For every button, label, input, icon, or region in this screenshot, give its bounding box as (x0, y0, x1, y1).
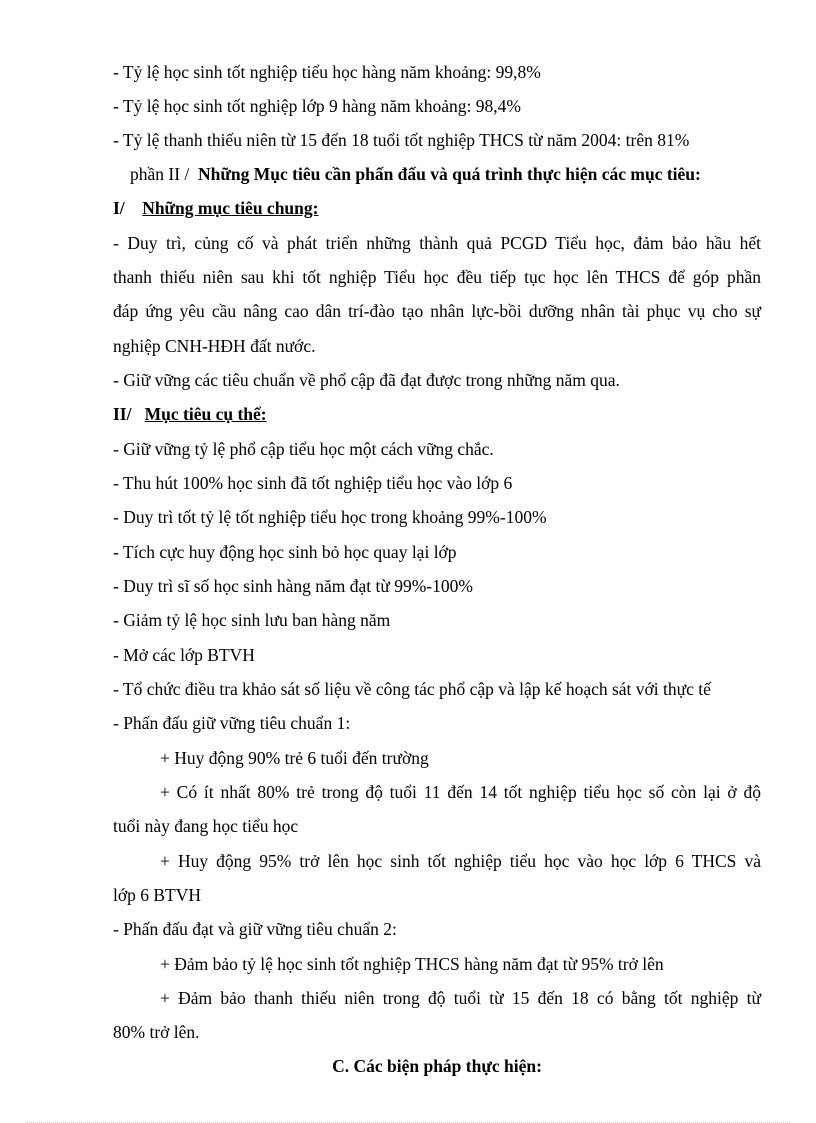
section1-title: Những mục tiêu chung: (142, 198, 319, 218)
stat-line: - Tỷ lệ thanh thiếu niên từ 15 đến 18 tuổi tốt nghiệp THCS từ năm 2004: trên 81% (113, 130, 690, 150)
section2-number: II/ (113, 404, 132, 424)
stat-line: - Tỷ lệ học sinh tốt nghiệp lớp 9 hàng năm khoảng: 98,4% (113, 96, 521, 116)
paragraph-line: nghiệp CNH-HĐH đất nước. (113, 336, 316, 356)
section2-title: Mục tiêu cụ thể: (144, 404, 267, 424)
sub-item-continuation: tuổi này đang học tiểu học (113, 816, 299, 836)
list-item: - Tích cực huy động học sinh bỏ học quay lại lớp (113, 542, 457, 562)
sub-item: + Đảm bảo tỷ lệ học sinh tốt nghiệp THCS hàng năm đạt từ 95% trở lên (160, 954, 664, 974)
sub-item-continuation: 80% trở lên. (113, 1022, 200, 1042)
sub-item-continuation: lớp 6 BTVH (113, 885, 202, 905)
standard2-heading: - Phấn đấu đạt và giữ vững tiêu chuẩn 2: (113, 919, 397, 939)
sub-item: + Có ít nhất 80% trẻ trong độ tuổi 11 đến 14 tốt nghiệp tiểu học số còn lại ở độ (160, 782, 761, 802)
list-item: - Thu hút 100% học sinh đã tốt nghiệp tiểu học vào lớp 6 (113, 473, 513, 493)
stat-line: - Tỷ lệ học sinh tốt nghiệp tiểu học hàng năm khoảng: 99,8% (113, 62, 541, 82)
section1-number: I/ (113, 198, 125, 218)
paragraph-line: thanh thiếu niên sau khi tốt nghiệp Tiểu học đều tiếp tục học lên THCS để góp phần (113, 267, 761, 287)
section-c-heading: C. Các biện pháp thực hiện: (332, 1056, 542, 1076)
section1-heading (113, 196, 761, 220)
list-item: - Tổ chức điều tra khảo sát số liệu về công tác phổ cập và lập kế hoạch sát với thực tế (113, 679, 711, 699)
standard1-heading: - Phấn đấu giữ vững tiêu chuẩn 1: (113, 713, 351, 733)
sub-item: + Huy động 95% trở lên học sinh tốt nghiệp tiểu học vào học lớp 6 THCS và (160, 851, 761, 871)
paragraph-line: - Giữ vững các tiêu chuẩn về phổ cập đã đạt được trong những năm qua. (113, 370, 620, 390)
list-item: - Duy trì sĩ số học sinh hàng năm đạt từ 99%-100% (113, 576, 473, 596)
section2-heading (113, 402, 761, 426)
paragraph-line: đáp ứng yêu cầu nâng cao dân trí-đào tạo nhân lực-bồi dưỡng nhân tài phục vụ cho sự (113, 301, 761, 321)
list-item: - Mở các lớp BTVH (113, 645, 255, 665)
sub-item: + Huy động 90% trẻ 6 tuổi đến trường (160, 748, 429, 768)
sub-item: + Đảm bảo thanh thiếu niên trong độ tuổi từ 15 đến 18 có bằng tốt nghiệp từ (160, 988, 761, 1008)
list-item: - Duy trì tốt tỷ lệ tốt nghiệp tiểu học trong khoảng 99%-100% (113, 507, 547, 527)
part2-prefix: phần II / (130, 164, 190, 184)
list-item: - Giảm tỷ lệ học sinh lưu ban hàng năm (113, 610, 391, 630)
part2-heading (130, 162, 761, 186)
part2-title: Những Mục tiêu cần phấn đấu và quá trình thực hiện các mục tiêu: (198, 164, 701, 184)
paragraph-line: - Duy trì, củng cố và phát triển những thành quả PCGD Tiểu học, đảm bảo hầu hết (113, 233, 761, 253)
list-item: - Giữ vững tỷ lệ phổ cập tiểu học một cách vững chắc. (113, 439, 494, 459)
